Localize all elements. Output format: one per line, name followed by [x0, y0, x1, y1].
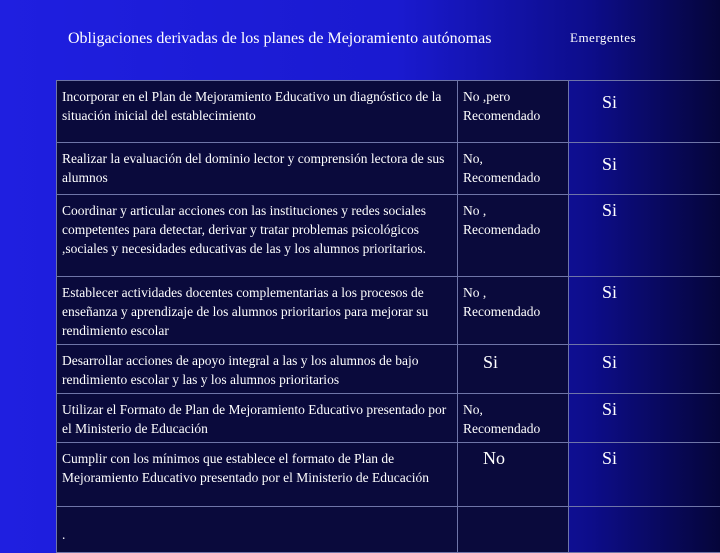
emergentes-cell — [569, 81, 720, 143]
table-row — [57, 195, 720, 277]
obligations-table — [56, 80, 720, 553]
table-row — [57, 443, 720, 507]
obligation-cell: Cumplir con los mínimos que establece el formato de Plan de Mejoramiento Educativo presentado por el Ministerio de Educación — [57, 443, 458, 507]
emergentes-cell — [569, 195, 720, 277]
emergentes-value: Si — [574, 87, 720, 112]
obligation-cell: Establecer actividades docentes complementarias a los procesos de enseñanza y aprendizaje de los alumnos prioritarios para mejorar su rendimiento escolar — [57, 277, 458, 345]
emergentes-value: Si — [574, 283, 720, 302]
table-header-emergentes: Emergentes — [570, 30, 636, 46]
table-header-obligaciones: Obligaciones derivadas de los planes de Mejoramiento autónomas — [68, 30, 491, 48]
obligation-cell: Desarrollar acciones de apoyo integral a las y los alumnos de bajo rendimiento escolar y las y los alumnos prioritarios — [57, 345, 458, 394]
emergentes-value: Si — [574, 149, 720, 174]
emergentes-value: Si — [574, 201, 720, 220]
emergentes-cell — [569, 277, 720, 345]
autonomas-value: No — [463, 449, 563, 468]
obligation-cell: Coordinar y articular acciones con las instituciones y redes sociales competentes para detectar, derivar y tratar problemas psicológicos ,sociales y necesidades educativas de las y los alumnos prioritarios. — [57, 195, 458, 277]
autonomas-cell: No, Recomendado — [458, 394, 569, 443]
table-row — [57, 81, 720, 143]
autonomas-value: Si — [463, 351, 563, 372]
autonomas-cell: No , Recomendado — [458, 195, 569, 277]
table-row — [57, 394, 720, 443]
autonomas-cell — [458, 443, 569, 507]
obligation-cell: Incorporar en el Plan de Mejoramiento Educativo un diagnóstico de la situación inicial del establecimiento — [57, 81, 458, 143]
emergentes-value: Si — [574, 400, 720, 419]
emergentes-value: Si — [574, 449, 720, 468]
autonomas-cell: No , Recomendado — [458, 277, 569, 345]
emergentes-cell — [569, 345, 720, 394]
obligation-cell: Realizar la evaluación del dominio lector y comprensión lectora de sus alumnos — [57, 143, 458, 195]
table-row — [57, 277, 720, 345]
emergentes-cell — [569, 394, 720, 443]
emergentes-cell — [569, 507, 720, 553]
autonomas-cell — [458, 507, 569, 553]
table-row — [57, 345, 720, 394]
autonomas-cell — [458, 345, 569, 394]
obligation-cell: Utilizar el Formato de Plan de Mejoramiento Educativo presentado por el Ministerio de Educación — [57, 394, 458, 443]
table-row — [57, 143, 720, 195]
autonomas-cell: No ,pero Recomendado — [458, 81, 569, 143]
table-row — [57, 507, 720, 553]
autonomas-cell: No, Recomendado — [458, 143, 569, 195]
emergentes-cell — [569, 443, 720, 507]
obligation-cell: . — [57, 507, 458, 553]
emergentes-value: Si — [574, 351, 720, 372]
emergentes-cell — [569, 143, 720, 195]
